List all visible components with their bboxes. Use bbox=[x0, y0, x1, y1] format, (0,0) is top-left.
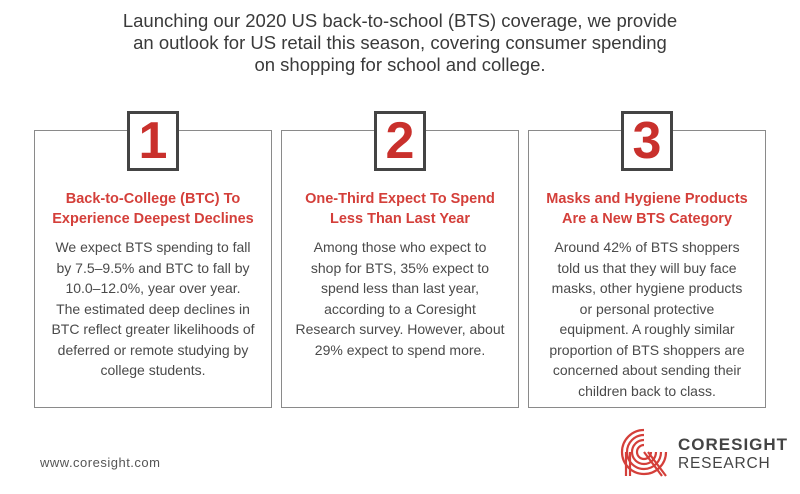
card-2-body-line: spend less than last year, bbox=[321, 280, 479, 296]
website-url[interactable]: www.coresight.com bbox=[40, 455, 161, 470]
logo-subtitle: RESEARCH bbox=[678, 455, 771, 472]
card-1-body-line: 10.0–12.0%, year over year. bbox=[65, 280, 241, 296]
card-2-body-line: 29% expect to spend more. bbox=[314, 341, 486, 358]
card-3-body bbox=[535, 237, 759, 401]
intro-line-3: on shopping for school and college. bbox=[254, 54, 546, 75]
card-3-body-line: or personal protective bbox=[579, 300, 715, 317]
card-3-body-line: concerned about sending their bbox=[552, 362, 742, 378]
card-3-title bbox=[537, 189, 757, 229]
card-1-body bbox=[41, 237, 265, 381]
card-1-body-line: We expect BTS spending to fall bbox=[55, 239, 251, 255]
card-3-body-line: equipment. A roughly similar bbox=[559, 321, 735, 337]
card-3-body-line: told us that they will buy face bbox=[557, 259, 737, 276]
intro-line-1: Launching our 2020 US back-to-school (BTS) coverage, we provide bbox=[122, 10, 678, 31]
card-3 bbox=[528, 130, 766, 408]
card-1-body-line: BTC reflect greater likelihoods of bbox=[51, 321, 255, 337]
card-2-title bbox=[290, 189, 510, 229]
card-3-number: 3 bbox=[621, 111, 673, 171]
card-2-title-line-2: Less Than Last Year bbox=[330, 211, 470, 227]
card-3-title-line-1: Masks and Hygiene Products bbox=[546, 191, 748, 207]
coresight-logo-icon bbox=[618, 426, 670, 478]
card-3-body-line: masks, other hygiene products bbox=[551, 280, 743, 296]
card-1-body-line: The estimated deep declines in bbox=[56, 300, 250, 317]
card-2-body-line: shop for BTS, 35% expect to bbox=[310, 259, 490, 276]
card-3-body-line: children back to class. bbox=[578, 382, 716, 399]
card-1-body-line: deferred or remote studying by bbox=[57, 341, 249, 358]
card-1-body-line: college students. bbox=[100, 362, 206, 378]
logo-name: CORESIGHT bbox=[678, 435, 789, 454]
intro-line-2: an outlook for US retail this season, covering consumer spending bbox=[133, 32, 667, 53]
intro-text bbox=[70, 10, 730, 76]
card-1-title-line-2: Experience Deepest Declines bbox=[52, 211, 254, 227]
card-1-title-line-1: Back-to-College (BTC) To bbox=[65, 191, 241, 207]
card-2-body-line: Among those who expect to bbox=[313, 239, 487, 255]
card-1-number: 1 bbox=[127, 111, 179, 171]
card-2-body-line: Research survey. However, about bbox=[295, 321, 505, 337]
card-2-body-line: according to a Coresight bbox=[324, 300, 476, 317]
card-2 bbox=[281, 130, 519, 408]
card-3-body-line: proportion of BTS shoppers are bbox=[549, 341, 745, 358]
card-3-body-line: Around 42% of BTS shoppers bbox=[554, 239, 740, 255]
card-2-body bbox=[288, 237, 512, 360]
card-1-title bbox=[43, 189, 263, 229]
card-1-body-line: by 7.5–9.5% and BTC to fall by bbox=[56, 259, 250, 276]
card-1 bbox=[34, 130, 272, 408]
card-2-number: 2 bbox=[374, 111, 426, 171]
card-3-title-line-2: Are a New BTS Category bbox=[561, 211, 733, 227]
coresight-logo bbox=[618, 426, 798, 482]
card-2-title-line-1: One-Third Expect To Spend bbox=[305, 191, 495, 207]
